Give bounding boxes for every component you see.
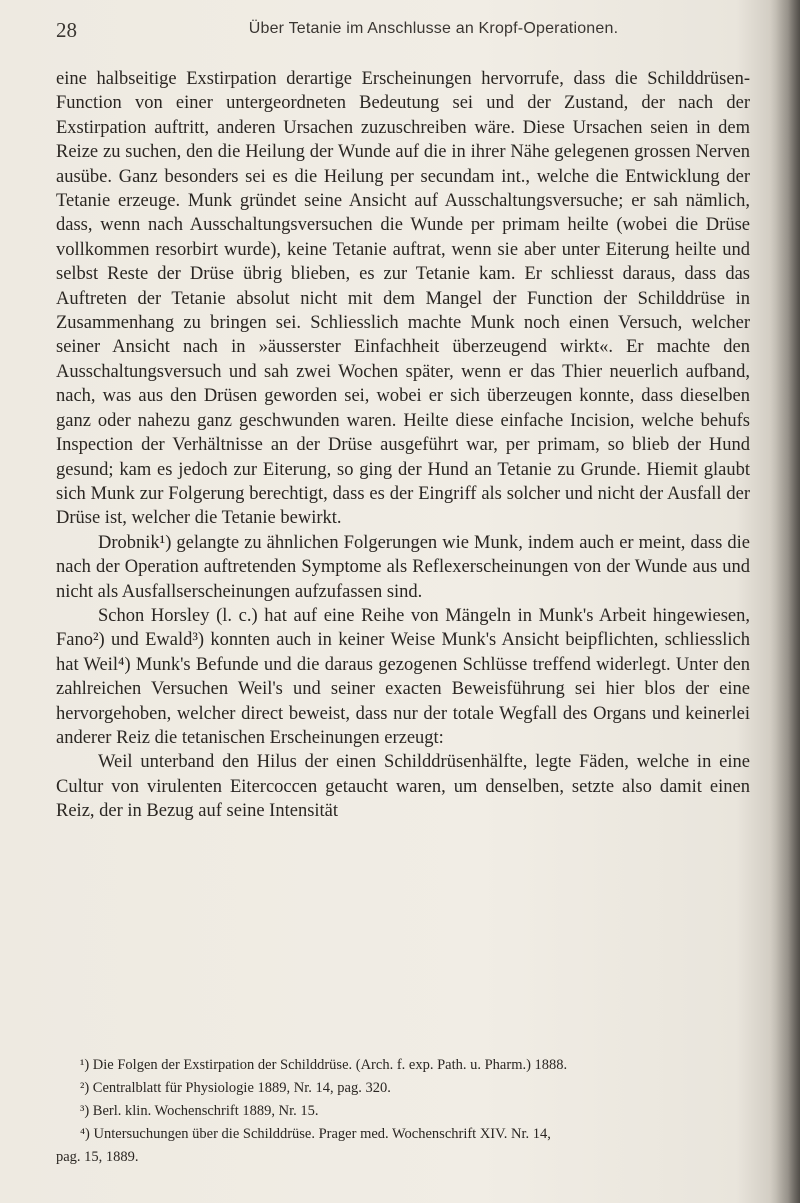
footnote-continuation: pag. 15, 1889. — [56, 1149, 139, 1165]
paragraph: Weil unterband den Hilus der einen Schilddrüsenhälfte, legte Fäden, welche in eine Cultur von virulenten Eitercoccen getaucht waren, um denselben, setzte also damit einen Reiz, der in Bezug auf seine Intensität — [56, 752, 750, 822]
footnotes — [56, 1054, 750, 1169]
page-header — [56, 18, 756, 48]
main-text — [56, 67, 750, 824]
paragraph: Drobnik¹) gelangte zu ähnlichen Folgerungen wie Munk, indem auch er meint, dass die nach der Operation auftretenden Symptome als Reflexerscheinungen von der Wunde aus und nicht als Ausfallserscheinungen aufzufassen sind. — [56, 532, 750, 602]
page-edge-shadow — [770, 0, 800, 1203]
paragraph: Schon Horsley (l. c.) hat auf eine Reihe von Mängeln in Munk's Arbeit hingewiesen, Fano²) und Ewald³) konnten auch in keiner Weise Munk's Ansicht beipflichten, schliesslich hat Weil⁴) Munk's Befunde und die daraus gezogenen Schlüsse treffend widerlegt. Unter den zahlreichen Versuchen Weil's und seiner exacten Beweisführung sei hier blos der eine hervorgehoben, welcher direct beweist, dass nur der totale Wegfall des Organs und keinerlei anderer Reiz die tetanischen Erscheinungen erzeugt: — [56, 605, 750, 748]
footnote: ²) Centralblatt für Physiologie 1889, Nr. 14, pag. 320. — [80, 1080, 391, 1096]
running-title: Über Tetanie im Anschlusse an Kropf-Operationen. — [248, 20, 619, 37]
page-number: 28 — [56, 18, 77, 42]
footnote: ³) Berl. klin. Wochenschrift 1889, Nr. 15. — [80, 1103, 319, 1119]
paragraph: eine halbseitige Exstirpation derartige Erscheinungen hervorrufe, dass die Schilddrüsen-Function von einer untergeordneten Bedeutung sei und der Zustand, der nach der Exstirpation auftritt, anderen Ursachen zuzuschreiben wäre. Diese Ursachen seien in dem Reize zu suchen, den die Heilung der Wunde auf die in ihrer Nähe gelegenen grossen Nerven ausübe. Ganz besonders sei es die Heilung per secundam int., welche die Entwicklung der Tetanie erzeuge. Munk gründet seine Ansicht auf Ausschaltungsversuche; er sah nämlich, dass, wenn nach Ausschaltungsversuchen die Wunde per primam heilte (wobei die Drüse vollkommen resorbirt wurde), keine Tetanie auftrat, wenn sie aber unter Eiterung heilte und selbst Reste der Drüse übrig blieben, es zur Tetanie kam. Er schliesst daraus, dass das Auftreten der Tetanie absolut nicht mit dem Mangel der Function der Schilddrüse in Zusammenhang zu bringen sei. Schliesslich machte Munk noch einen Versuch, welcher seiner Ansicht nach in »äusserster Einfachheit überzeugend wirkt«. Er machte den Ausschaltungsversuch und sah zwei Wochen später, wenn er das Thier neuerlich aufband, nach, was aus den Drüsen geworden sei, wobei er sich überzeugen konnte, dass dieselben ganz oder nahezu ganz geschwunden waren. Heilte diese einfache Incision, welche behufs Inspection der Verhältnisse an der Drüse ausgeführt war, per primam, so blieb der Hund gesund; kam es jedoch zur Eiterung, so ging der Hund an Tetanie zu Grunde. Hiemit glaubt sich Munk zur Folgerung berechtigt, dass es der Eingriff als solcher und nicht der Ausfall der Drüse ist, welcher die Tetanie bewirkt. — [56, 69, 750, 529]
footnote: ¹) Die Folgen der Exstirpation der Schilddrüse. (Arch. f. exp. Path. u. Pharm.) 1888. — [80, 1057, 568, 1073]
footnote: ⁴) Untersuchungen über die Schilddrüse. Prager med. Wochenschrift XIV. Nr. 14, — [80, 1126, 551, 1142]
